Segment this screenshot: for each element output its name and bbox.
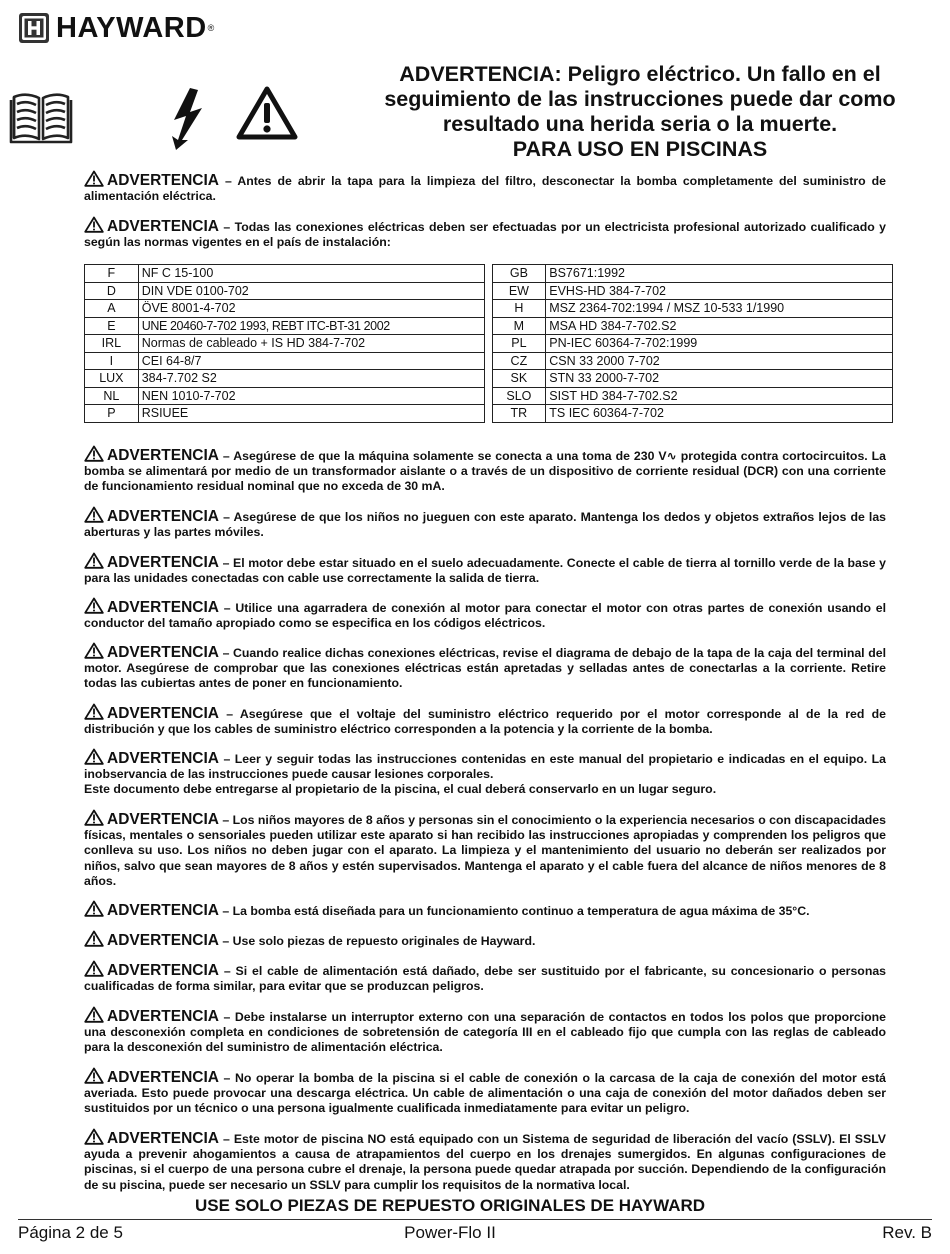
country-code: SK <box>492 370 546 388</box>
standard: ÖVE 8001-4-702 <box>138 300 485 318</box>
revision: Rev. B <box>882 1223 932 1242</box>
country-code: CZ <box>492 352 546 370</box>
standard: CEI 64-8/7 <box>138 352 485 370</box>
country-code: I <box>85 352 139 370</box>
warning-text-extra: Este documento debe entregarse al propietario de la piscina, el cual deberá conservarlo en un lugar seguro. <box>84 782 717 797</box>
warning-label: ADVERTENCIA <box>107 811 219 828</box>
country-code: D <box>85 282 139 300</box>
country-code: E <box>85 317 139 335</box>
standard: MSZ 2364-702:1994 / MSZ 10-533 1/1990 <box>546 300 893 318</box>
country-code: A <box>85 300 139 318</box>
table-row <box>85 335 893 353</box>
warning-11 <box>84 900 886 919</box>
column-gap <box>485 300 492 318</box>
standard: RSIUEE <box>138 405 485 423</box>
warning-label: ADVERTENCIA <box>107 172 219 189</box>
warning-6 <box>84 597 886 631</box>
standard: TS IEC 60364-7-702 <box>546 405 893 423</box>
standard: UNE 20460-7-702 1993, REBT ITC-BT-31 2002 <box>138 317 485 335</box>
warning-16 <box>84 1128 886 1193</box>
warning-triangle-icon <box>84 900 104 917</box>
warning-text: – Utilice una agarradera de conexión al motor para conectar el motor con otras partes de conexión usando el conductor del tamaño apropiado como se especifica en los códigos eléctricos. <box>84 601 886 631</box>
country-code: M <box>492 317 546 335</box>
warning-triangle-icon <box>84 930 104 947</box>
warning-label: ADVERTENCIA <box>107 644 219 661</box>
warning-label: ADVERTENCIA <box>107 218 219 235</box>
brand-registered-mark: ® <box>207 23 215 33</box>
warning-triangle-icon <box>84 1128 104 1145</box>
warning-triangle-icon <box>84 642 104 659</box>
warning-text: – El motor debe estar situado en el suelo adecuadamente. Conecte el cable de tierra al tornillo verde de la base y para las unidades conectadas con cable use correctamente la salida de tierra. <box>84 556 886 586</box>
warning-text: – Si el cable de alimentación está dañado, debe ser sustituido por el fabricante, su concesionario o personas cualificadas de forma similar, para evitar que se produzcan peligros. <box>84 964 887 994</box>
warning-label: ADVERTENCIA <box>107 554 219 571</box>
warning-text: – Use solo piezas de repuesto originales de Hayward. <box>222 934 536 948</box>
electrical-norms-table <box>84 264 893 423</box>
warning-label: ADVERTENCIA <box>107 447 219 464</box>
warning-9 <box>84 748 886 798</box>
column-gap <box>485 282 492 300</box>
title-line-2: seguimiento de las instrucciones puede dar como <box>384 87 896 111</box>
country-code: H <box>492 300 546 318</box>
warning-label: ADVERTENCIA <box>107 705 219 722</box>
warning-triangle-icon <box>84 1006 104 1023</box>
warning-triangle-icon <box>84 1067 104 1084</box>
warning-triangle-icon <box>84 170 104 187</box>
title-line-4: PARA USO EN PISCINAS <box>512 137 768 161</box>
manual-book-icon <box>8 92 74 148</box>
column-gap <box>485 265 492 283</box>
warning-label: ADVERTENCIA <box>107 1008 219 1025</box>
warning-text: – Debe instalarse un interruptor externo con una separación de contactos en todos los polos que proporcione una desconexión completa en condiciones de sobretensión de categoría III en el cableado fijo que cumpla con las reglas de cableado para la desconexión del suministro de alimentación eléctrica. <box>84 1010 887 1055</box>
column-gap <box>485 335 492 353</box>
warning-label: ADVERTENCIA <box>107 902 219 919</box>
warning-14 <box>84 1006 886 1056</box>
warning-text: – Los niños mayores de 8 años y personas sin el conocimiento o la experiencia necesarios o con discapacidades físicas, mentales o sensoriales pueden utilizar este aparato si han recibido las instrucciones apropiadas y comprenden los peligros que conlleva su uso. Los niños no deben jugar con el aparato. La limpieza y el mantenimiento del usuario no deberán ser realizados por niños, salvo que sean mayores de 8 años y estén supervisados. Mantenga el aparato y el cable fuera del alcance de niños menores de 8 años. <box>84 813 886 888</box>
standard: NEN 1010-7-702 <box>138 387 485 405</box>
title-line-3: resultado una herida seria o la muerte. <box>442 112 838 136</box>
column-gap <box>485 317 492 335</box>
product-name: Power-Flo II <box>404 1223 496 1242</box>
table-row <box>85 352 893 370</box>
country-code: TR <box>492 405 546 423</box>
warning-label: ADVERTENCIA <box>107 599 219 616</box>
column-gap <box>485 370 492 388</box>
warning-text: – Antes de abrir la tapa para la limpieza del filtro, desconectar la bomba completamente del suministro de alimentación eléctrica. <box>84 174 886 204</box>
warning-text: – Asegúrese que el voltaje del suministro eléctrico requerido por el motor corresponde al de la red de distribución y que los cables de suministro eléctrico corresponden a la potencia y la corriente de la bomba. <box>84 707 886 737</box>
warning-15 <box>84 1067 886 1117</box>
table-row <box>85 282 893 300</box>
warning-triangle-icon <box>84 597 104 614</box>
warning-4 <box>84 506 886 540</box>
country-code: GB <box>492 265 546 283</box>
warning-triangle-icon <box>84 445 104 462</box>
standard: CSN 33 2000 7-702 <box>546 352 893 370</box>
warning-triangle-icon <box>84 552 104 569</box>
table-row <box>85 265 893 283</box>
standard: Normas de cableado + IS HD 384-7-702 <box>138 335 485 353</box>
country-code: P <box>85 405 139 423</box>
hayward-logo-icon <box>18 12 50 44</box>
standard: EVHS-HD 384-7-702 <box>546 282 893 300</box>
electric-bolt-icon <box>168 86 206 152</box>
warning-text: – Todas las conexiones eléctricas deben ser efectuadas por un electricista profesional autorizado cualificado y según las normas vigentes en el país de instalación: <box>84 220 887 250</box>
standard: SIST HD 384-7-702.S2 <box>546 387 893 405</box>
standard: MSA HD 384-7-702.S2 <box>546 317 893 335</box>
standard: BS7671:1992 <box>546 265 893 283</box>
warning-7 <box>84 642 886 692</box>
warning-12 <box>84 930 886 949</box>
standard: STN 33 2000-7-702 <box>546 370 893 388</box>
warning-5 <box>84 552 886 586</box>
table-row <box>85 317 893 335</box>
warning-label: ADVERTENCIA <box>107 508 219 525</box>
brand-logo <box>18 10 214 46</box>
table-row <box>85 387 893 405</box>
warning-8 <box>84 703 886 737</box>
standard: 384-7.702 S2 <box>138 370 485 388</box>
page-title <box>350 62 930 162</box>
footer-divider <box>18 1219 932 1220</box>
warning-text: – Leer y seguir todas las instrucciones contenidas en este manual del propietario e indicadas en el equipo. La inobservancia de las instrucciones puede causar lesiones corporales. <box>84 752 886 782</box>
standard: PN-IEC 60364-7-702:1999 <box>546 335 893 353</box>
brand-name: HAYWARD <box>56 12 207 44</box>
warning-label: ADVERTENCIA <box>107 750 219 767</box>
warning-2 <box>84 216 886 250</box>
warning-1 <box>84 170 886 204</box>
hazard-triangle-icon <box>236 86 298 140</box>
title-line-1: ADVERTENCIA: Peligro eléctrico. Un fallo en el <box>399 62 881 86</box>
warning-triangle-icon <box>84 809 104 826</box>
warning-triangle-icon <box>84 506 104 523</box>
warning-10 <box>84 809 886 889</box>
country-code: SLO <box>492 387 546 405</box>
warning-triangle-icon <box>84 748 104 765</box>
warning-label: ADVERTENCIA <box>107 962 219 979</box>
country-code: EW <box>492 282 546 300</box>
country-code: LUX <box>85 370 139 388</box>
warning-label: ADVERTENCIA <box>107 1130 219 1147</box>
column-gap <box>485 405 492 423</box>
table-row <box>85 300 893 318</box>
warning-label: ADVERTENCIA <box>107 932 219 949</box>
table-row <box>85 370 893 388</box>
warning-text: – Cuando realice dichas conexiones eléctricas, revise el diagrama de debajo de la tapa de la caja del terminal del motor. Asegúrese de comprobar que las conexiones eléctricas están apretadas y selladas antes de conectarlas a la corriente. Retire todas las cubiertas antes de poner en funcionamiento. <box>84 646 886 691</box>
column-gap <box>485 387 492 405</box>
standard: NF C 15-100 <box>138 265 485 283</box>
warning-3 <box>84 445 886 495</box>
warning-text: – Asegúrese de que la máquina solamente se conecta a una toma de 230 V∿ protegida contra cortocircuitos. La bomba se alimentará por medio de un transformador aislante o a través de un dispositivo de corriente residual (DCR) con una corriente de funcionamiento residual nominal que no exceda de 30 mA. <box>84 449 886 494</box>
country-code: IRL <box>85 335 139 353</box>
warning-triangle-icon <box>84 703 104 720</box>
spare-parts-banner: USE SOLO PIEZAS DE REPUESTO ORIGINALES DE HAYWARD <box>194 1196 706 1215</box>
warning-triangle-icon <box>84 216 104 233</box>
column-gap <box>485 352 492 370</box>
warning-13 <box>84 960 886 994</box>
page-number: Página 2 de 5 <box>18 1223 123 1242</box>
warning-text: – La bomba está diseñada para un funcionamiento continuo a temperatura de agua máxima de 35°C. <box>222 904 810 918</box>
warning-text: – Asegúrese de que los niños no jueguen con este aparato. Mantenga los dedos y objetos extraños lejos de las aberturas y las partes móviles. <box>84 510 887 540</box>
warning-text: – Este motor de piscina NO está equipado con un Sistema de seguridad de liberación del vacío (SSLV). El SSLV ayuda a prevenir ahogamientos a causa de atrapamientos del cuerpo en los drenajes sumergidos. En algunas configuraciones de piscinas, si el cuerpo de una persona cubre el drenaje, la persona puede quedar atrapada por succión. Dependiendo de la configuración de su piscina, puede ser necesario un SSLV para cumplir los requisitos de la normativa local. <box>84 1132 886 1192</box>
table-row <box>85 405 893 423</box>
country-code: F <box>85 265 139 283</box>
country-code: PL <box>492 335 546 353</box>
standard: DIN VDE 0100-702 <box>138 282 485 300</box>
warning-label: ADVERTENCIA <box>107 1069 219 1086</box>
warning-text: – No operar la bomba de la piscina si el cable de conexión o la carcasa de la caja de conexión del motor está averiada. Esto puede provocar una descarga eléctrica. Un cable de alimentación o una caja de conexión del motor dañados deben ser sustituidos por un técnico o una persona igualmente cualificada inmediatamente para evitar un peligro. <box>84 1071 887 1116</box>
warning-triangle-icon <box>84 960 104 977</box>
country-code: NL <box>85 387 139 405</box>
